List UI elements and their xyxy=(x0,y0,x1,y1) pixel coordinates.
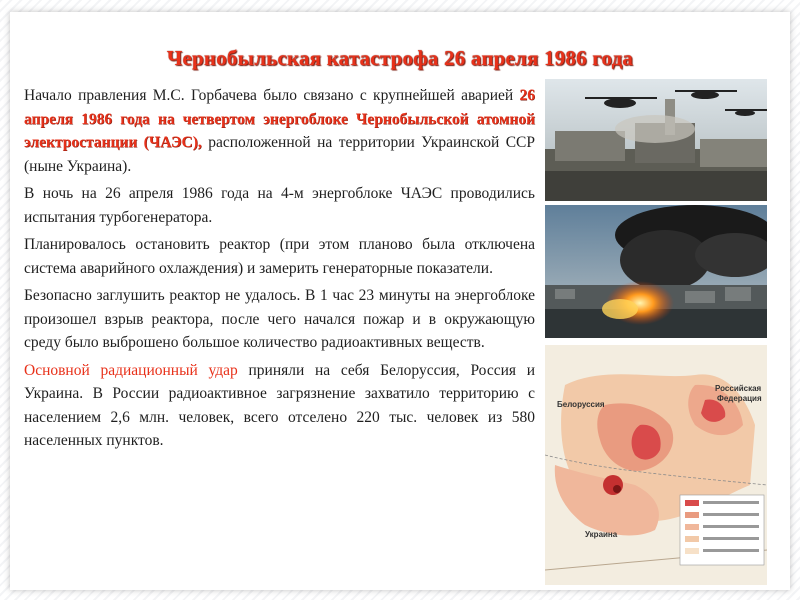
paragraph-5-highlight: Основной радиационный удар xyxy=(24,361,238,379)
paragraph-1-tail: расположенной на территории Украинской ССР (ныне Украина). xyxy=(24,134,536,175)
paragraph-5 xyxy=(24,359,535,453)
paragraph-5-tail: приняли на себя Белоруссия, Россия и Украина. В России радиоактивное загрязнение захватило территорию с населением 2,6 млн. человек, всего отселено 220 тыс. человек из 580 населенных пунктов. xyxy=(24,361,535,449)
paragraph-2: В ночь на 26 апреля 1986 года на 4-м энергоблоке ЧАЭС проводились испытания турбогенератора. xyxy=(24,185,535,226)
photo-fire-and-smoke xyxy=(545,205,767,338)
paragraph-1 xyxy=(24,84,535,178)
map-label-belarus: Белоруссия xyxy=(557,400,605,409)
map-label-russia-2: Федерация xyxy=(717,394,762,403)
slide-title: Чернобыльская катастрофа 26 апреля 1986 года xyxy=(166,46,634,70)
map-label-ukraine: Украина xyxy=(585,530,618,539)
slide-body xyxy=(24,84,535,457)
map-label-russia-1: Российская xyxy=(715,384,762,393)
paragraph-4: Безопасно заглушить реактор не удалось. В 1 час 23 минуты на энергоблоке произошел взрыв реактора, после чего начался пожар и в окружающую среду было выброшено большое количество радиоактивных веществ. xyxy=(24,287,535,351)
paragraph-1-intro: Начало правления М.С. Горбачева было связано с крупнейшей аварией xyxy=(24,87,520,104)
contamination-map xyxy=(545,345,767,585)
paragraph-3: Планировалось остановить реактор (при этом планово была отключена система аварийного охлаждения) и замерить генераторные показатели. xyxy=(24,236,535,277)
paragraph-1-highlight: 26 апреля 1986 года на четвертом энергоблоке Чернобыльской атомной электростанции (ЧАЭС), xyxy=(24,87,535,151)
photo-helicopters-over-plant xyxy=(545,79,767,201)
